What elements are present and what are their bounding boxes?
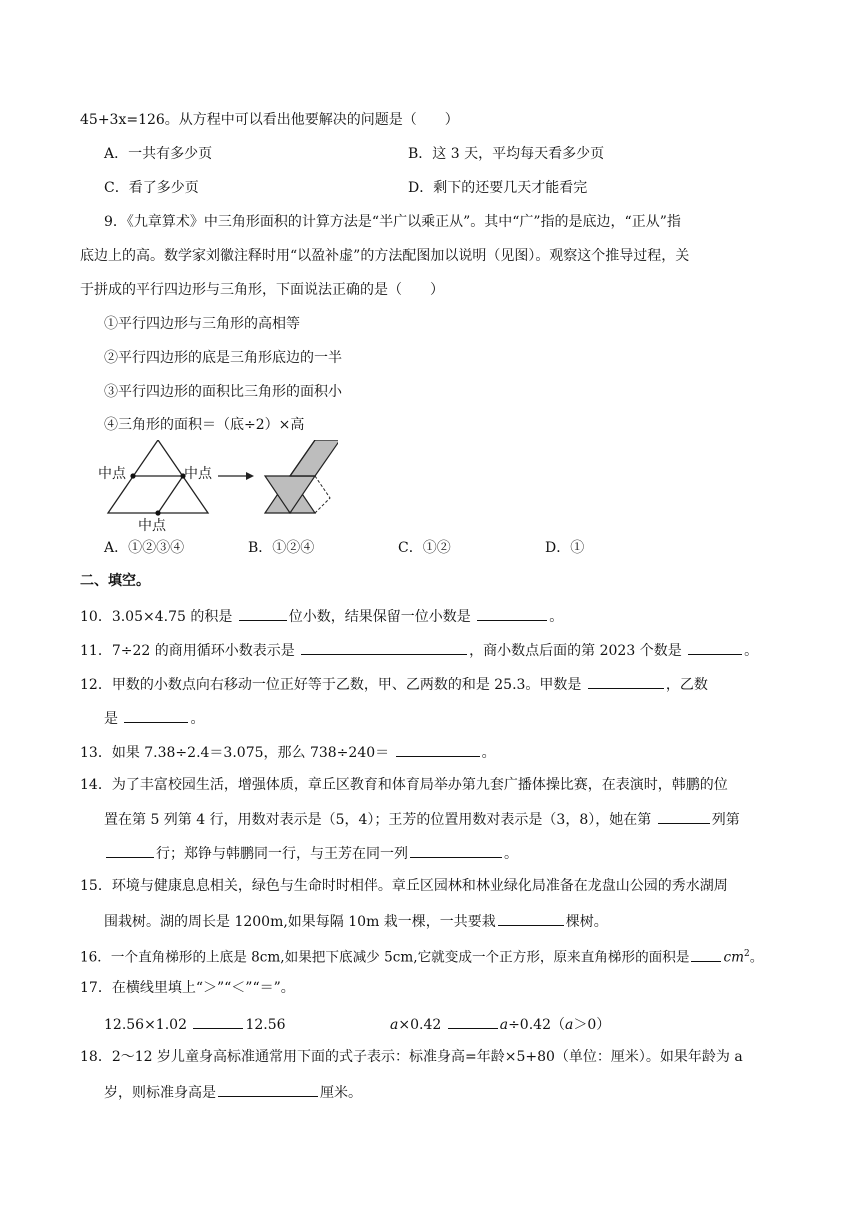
q17-left-a: 12.56×1.02 (104, 1017, 187, 1033)
q17-var-a-3: a (564, 1017, 574, 1033)
q11-blank-1[interactable] (301, 639, 467, 655)
q12-blank-1[interactable] (588, 673, 664, 689)
q15-text-b: 棵树。 (565, 914, 608, 930)
q18-text-b: 厘米。 (320, 1085, 362, 1101)
q11-text-a: 11．7÷22 的商用循环小数表示是 (80, 643, 295, 659)
q9-option-b[interactable]: B．①②④ (248, 540, 315, 556)
midpoint-right-label: 中点 (184, 466, 212, 482)
q13 (80, 741, 496, 763)
midpoint-bottom-dot (155, 510, 160, 515)
q15-line2 (104, 910, 608, 932)
cut-line (158, 476, 183, 513)
dashed-removed-piece (315, 476, 330, 513)
q16-unit-exponent: 2 (743, 949, 750, 959)
q16-blank[interactable] (691, 946, 721, 962)
q8-option-a[interactable]: A．一共有多少页 (104, 146, 213, 162)
q18-line1: 18．2～12 岁儿童身高标准通常用下面的式子表示：标准身高=年龄×5+80（单位：厘米）。如果年龄为 a (80, 1049, 743, 1065)
q9-option-d[interactable]: D．① (545, 540, 585, 556)
q17-left-b: 12.56 (245, 1017, 286, 1033)
q18-text-a: 岁，则标准身高是 (104, 1085, 216, 1101)
q10-text-a: 10．3.05×4.75 的积是 (80, 609, 233, 625)
q14-line2 (104, 808, 740, 830)
q17-blank-1[interactable] (193, 1013, 243, 1029)
q17-blank-2[interactable] (448, 1013, 498, 1029)
q9-statement-4: ④三角形的面积＝（底÷2）×高 (104, 417, 305, 433)
q18-line2 (104, 1081, 362, 1103)
q9-statement-3: ③平行四边形的面积比三角形的面积小 (104, 384, 342, 400)
q16-end: 。 (749, 949, 764, 966)
q16-text-a: 16．一个直角梯形的上底是 8cm,如果把下底减少 5cm,它就变成一个正方形，原来直角梯形的面积是 (80, 949, 690, 966)
arrow-right-icon (246, 472, 254, 480)
q15-text-a: 围栽树。湖的周长是 1200m,如果每隔 10m 栽一棵，一共要栽 (104, 914, 496, 930)
q12-line1 (80, 673, 708, 695)
q17-var-a-1: a (390, 1017, 399, 1033)
q10 (80, 605, 563, 627)
q10-text-c: 。 (549, 609, 564, 625)
q14-text-a: 置在第 5 列第 4 行，用数对表示是（5，4）；王芳的位置用数对表示是（3，8），她在第 (104, 812, 652, 828)
midpoint-left-dot (130, 473, 135, 478)
section-heading: 二、填空。 (80, 573, 150, 589)
q17-stem: 17．在横线里填上“＞”“＜”“＝”。 (80, 980, 295, 996)
q8-option-c[interactable]: C．看了多少页 (104, 180, 199, 196)
q11-text-c: 。 (744, 643, 759, 659)
q14-line1: 14．为了丰富校园生活，增强体质，章丘区教育和体育局举办第九套广播体操比赛，在表演时，韩鹏的位 (80, 777, 728, 793)
q12-text-c: 是 (104, 711, 118, 727)
q12-line2 (104, 707, 204, 729)
midpoint-bottom-label: 中点 (138, 518, 166, 532)
q11 (80, 639, 758, 661)
q17-left (104, 1013, 286, 1035)
q9-stem-line3: 于拼成的平行四边形与三角形，下面说法正确的是（ ） (80, 282, 444, 298)
q11-blank-2[interactable] (688, 639, 742, 655)
q13-text-a: 13．如果 7.38÷2.4＝3.075，那么 738÷240＝ (80, 745, 390, 761)
q13-text-b: 。 (481, 745, 496, 761)
q14-text-c: 行；郑铮与韩鹏同一行，与王芳在同一列 (156, 846, 408, 862)
q9-figure (98, 440, 338, 532)
q9-statement-1: ①平行四边形与三角形的高相等 (104, 316, 300, 332)
moved-piece-shaded (290, 440, 338, 476)
q8-option-b[interactable]: B．这 3 天，平均每天看多少页 (408, 146, 605, 162)
q14-blank-3[interactable] (410, 842, 502, 858)
q10-blank-1[interactable] (239, 605, 287, 621)
q9-statement-2: ②平行四边形的底是三角形底边的一半 (104, 350, 342, 366)
q17-right (390, 1013, 610, 1035)
q11-text-b: ，商小数点后面的第 2023 个数是 (469, 643, 682, 659)
q14-blank-2[interactable] (106, 842, 154, 858)
q18-blank[interactable] (218, 1081, 318, 1097)
q12-text-b: ，乙数 (665, 677, 708, 693)
q16 (80, 944, 763, 968)
q10-text-b: 位小数，结果保留一位小数是 (288, 609, 471, 625)
midpoint-left-label: 中点 (98, 466, 126, 482)
q9-option-c[interactable]: C．①② (398, 540, 451, 556)
q17-right-a: ×0.42 (398, 1017, 442, 1033)
q17-right-c: ＞0） (573, 1017, 611, 1033)
q10-blank-2[interactable] (477, 605, 547, 621)
q13-blank[interactable] (396, 741, 480, 757)
q8-option-d[interactable]: D．剩下的还要几天才能看完 (408, 180, 588, 196)
q12-text-d: 。 (190, 711, 205, 727)
q14-blank-1[interactable] (658, 808, 710, 824)
q15-blank[interactable] (498, 910, 564, 926)
q17-right-b: ÷0.42（ (508, 1017, 565, 1033)
q12-text-a: 12．甲数的小数点向右移动一位正好等于乙数，甲、乙两数的和是 25.3。甲数是 (80, 677, 582, 693)
q8-stem: 45+3x=126。从方程中可以看出他要解决的问题是（ ） (80, 112, 459, 128)
q14-text-b: 列第 (711, 812, 740, 828)
q9-option-a[interactable]: A．①②③④ (104, 540, 185, 556)
q12-blank-2[interactable] (124, 707, 188, 723)
q14-line3 (104, 842, 518, 864)
q15-line1: 15．环境与健康息息相关，绿色与生命时时相伴。章丘区园林和林业绿化局准备在龙盘山公园的秀水湖周 (80, 878, 728, 894)
q9-stem-line2: 底边上的高。数学家刘徽注释时用“以盈补虚”的方法配图加以说明（见图）。观察这个推导过程，关 (80, 248, 690, 264)
q9-stem-line1: 9．《九章算术》中三角形面积的计算方法是“半广以乘正从”。其中“广”指的是底边，“正从”指 (104, 214, 681, 230)
q16-unit: cm (723, 949, 744, 966)
q14-text-d: 。 (504, 846, 518, 862)
q17-var-a-2: a (499, 1017, 509, 1033)
